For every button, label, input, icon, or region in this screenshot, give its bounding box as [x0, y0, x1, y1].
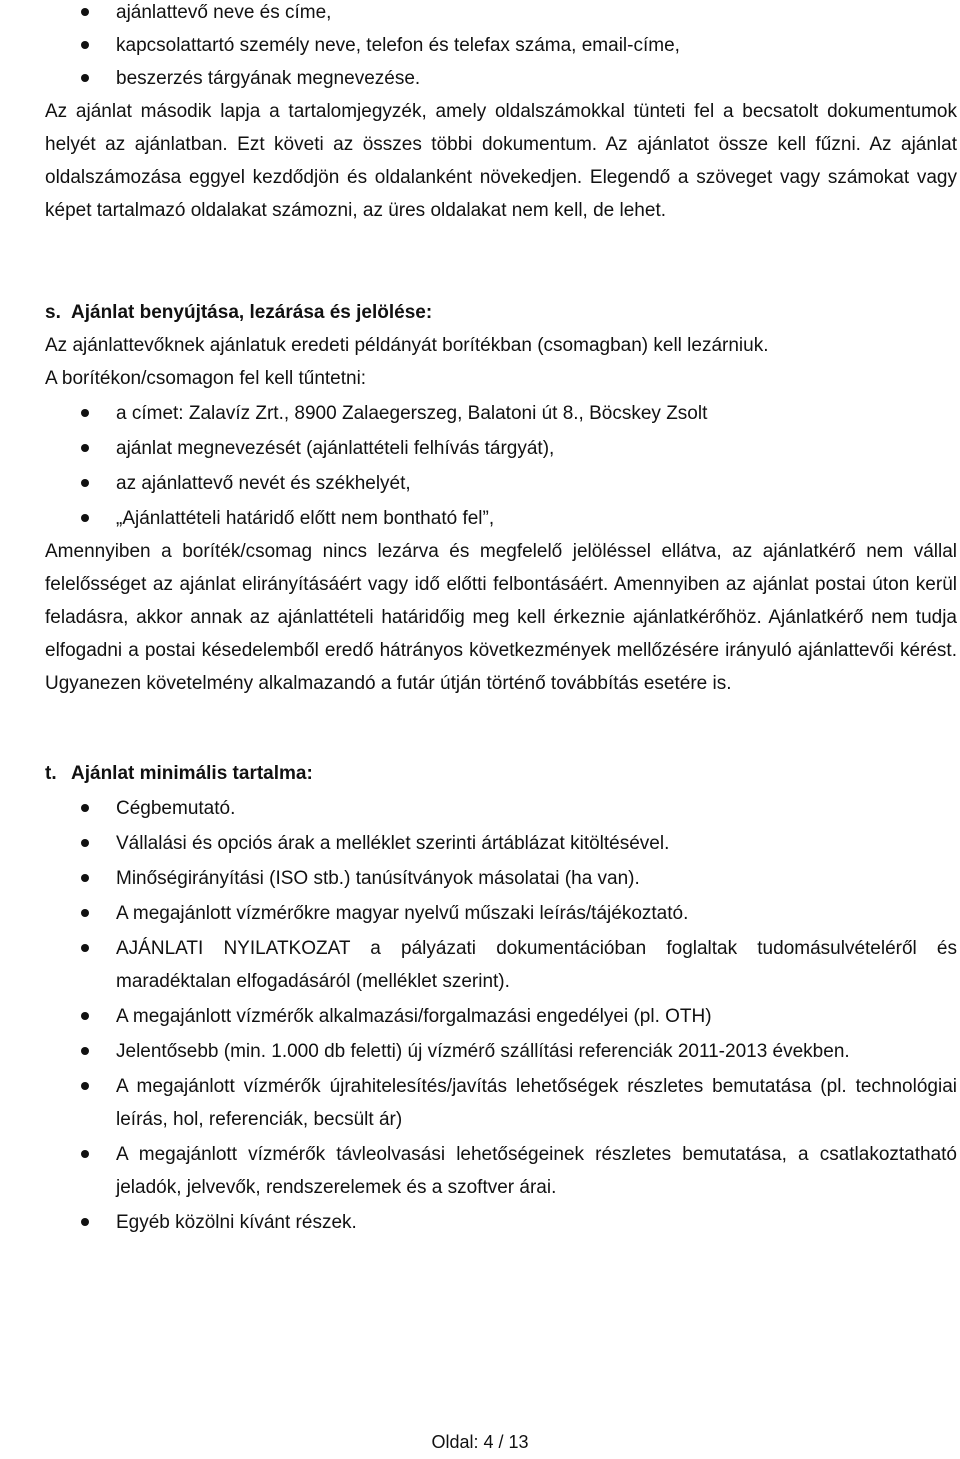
intro-block — [45, 0, 957, 227]
section-t-title: Ajánlat minimális tartalma: — [71, 763, 313, 784]
list-item: beszerzés tárgyának megnevezése. — [45, 62, 957, 95]
list-item: A megajánlott vízmérők újrahitelesítés/javítás lehetőségek részletes bemutatása (pl. technológiai leírás, hol, referenciák, becsült ár) — [45, 1070, 957, 1136]
section-t — [45, 757, 957, 1239]
section-s-line2: A borítékon/csomagon fel kell tűntetni: — [45, 368, 367, 389]
section-s-title: Ajánlat benyújtása, lezárása és jelölése: — [71, 302, 433, 323]
page-number-footer: Oldal: 4 / 13 — [431, 1432, 529, 1452]
section-t-heading — [45, 757, 957, 790]
intro-paragraph: Az ajánlat második lapja a tartalomjegyzék, amely oldalszámokkal tünteti fel a becsatolt dokumentumok helyét az ajánlatban. Ezt követi az összes többi dokumentum. Az ajánlatot össze kell fűzni. Az ajánlat oldalszámozása eggyel kezdődjön és oldalanként növekedjen. Elegendő a szöveget vagy számokat vagy képet tartalmazó oldalakat számozni, az üres oldalakat nem kell, de lehet. — [45, 101, 957, 221]
section-s-paragraph: Amennyiben a boríték/csomag nincs lezárva és megfelelő jelöléssel ellátva, az ajánlatkérő nem vállal felelősséget az ajánlat elirányításáért vagy idő előtti felbontásáért. Amennyiben az ajánlat postai úton kerül feladásra, akkor annak az ajánlattételi határidőig meg kell érkeznie ajánlatkérőhöz. Ajánlatkérő nem tudja elfogadni a postai késedelemből eredő hátrányos következmények mellőzésére irányuló ajánlattevői kérést. Ugyanezen követelmény alkalmazandó a futár útján történő továbbítás esetére is. — [45, 541, 957, 694]
list-item: A megajánlott vízmérők alkalmazási/forgalmazási engedélyei (pl. OTH) — [45, 1000, 957, 1033]
section-s-line1: Az ajánlattevőknek ajánlatuk eredeti példányát borítékban (csomagban) kell lezárniuk. — [45, 335, 769, 356]
list-item: Vállalási és opciós árak a melléklet szerinti ártáblázat kitöltésével. — [45, 827, 957, 860]
list-item: Egyéb közölni kívánt részek. — [45, 1206, 957, 1239]
list-item: ajánlattevő neve és címe, — [45, 0, 957, 29]
list-item: AJÁNLATI NYILATKOZAT a pályázati dokumentációban foglaltak tudomásulvételéről és maradéktalan elfogadásáról (melléklet szerint). — [45, 932, 957, 998]
section-s-letter: s. — [45, 302, 61, 323]
list-item: az ajánlattevő nevét és székhelyét, — [45, 467, 957, 500]
section-s-heading — [45, 296, 957, 329]
list-item: A megajánlott vízmérőkre magyar nyelvű műszaki leírás/tájékoztató. — [45, 897, 957, 930]
list-item: ajánlat megnevezését (ajánlattételi felhívás tárgyát), — [45, 432, 957, 465]
list-item: a címet: Zalavíz Zrt., 8900 Zalaegerszeg, Balatoni út 8., Böcskey Zsolt — [45, 397, 957, 430]
list-item: Minőségirányítási (ISO stb.) tanúsítványok másolatai (ha van). — [45, 862, 957, 895]
section-t-letter: t. — [45, 763, 57, 784]
list-item: Cégbemutató. — [45, 792, 957, 825]
list-item: „Ajánlattételi határidő előtt nem bontható fel”, — [45, 502, 957, 535]
list-item: A megajánlott vízmérők távleolvasási lehetőségeinek részletes bemutatása, a csatlakoztatható jeladók, jelvevők, rendszerelemek és a szoftver árai. — [45, 1138, 957, 1204]
section-s — [45, 296, 957, 700]
list-item: kapcsolattartó személy neve, telefon és telefax száma, email-címe, — [45, 29, 957, 62]
list-item: Jelentősebb (min. 1.000 db feletti) új vízmérő szállítási referenciák 2011-2013 években. — [45, 1035, 957, 1068]
